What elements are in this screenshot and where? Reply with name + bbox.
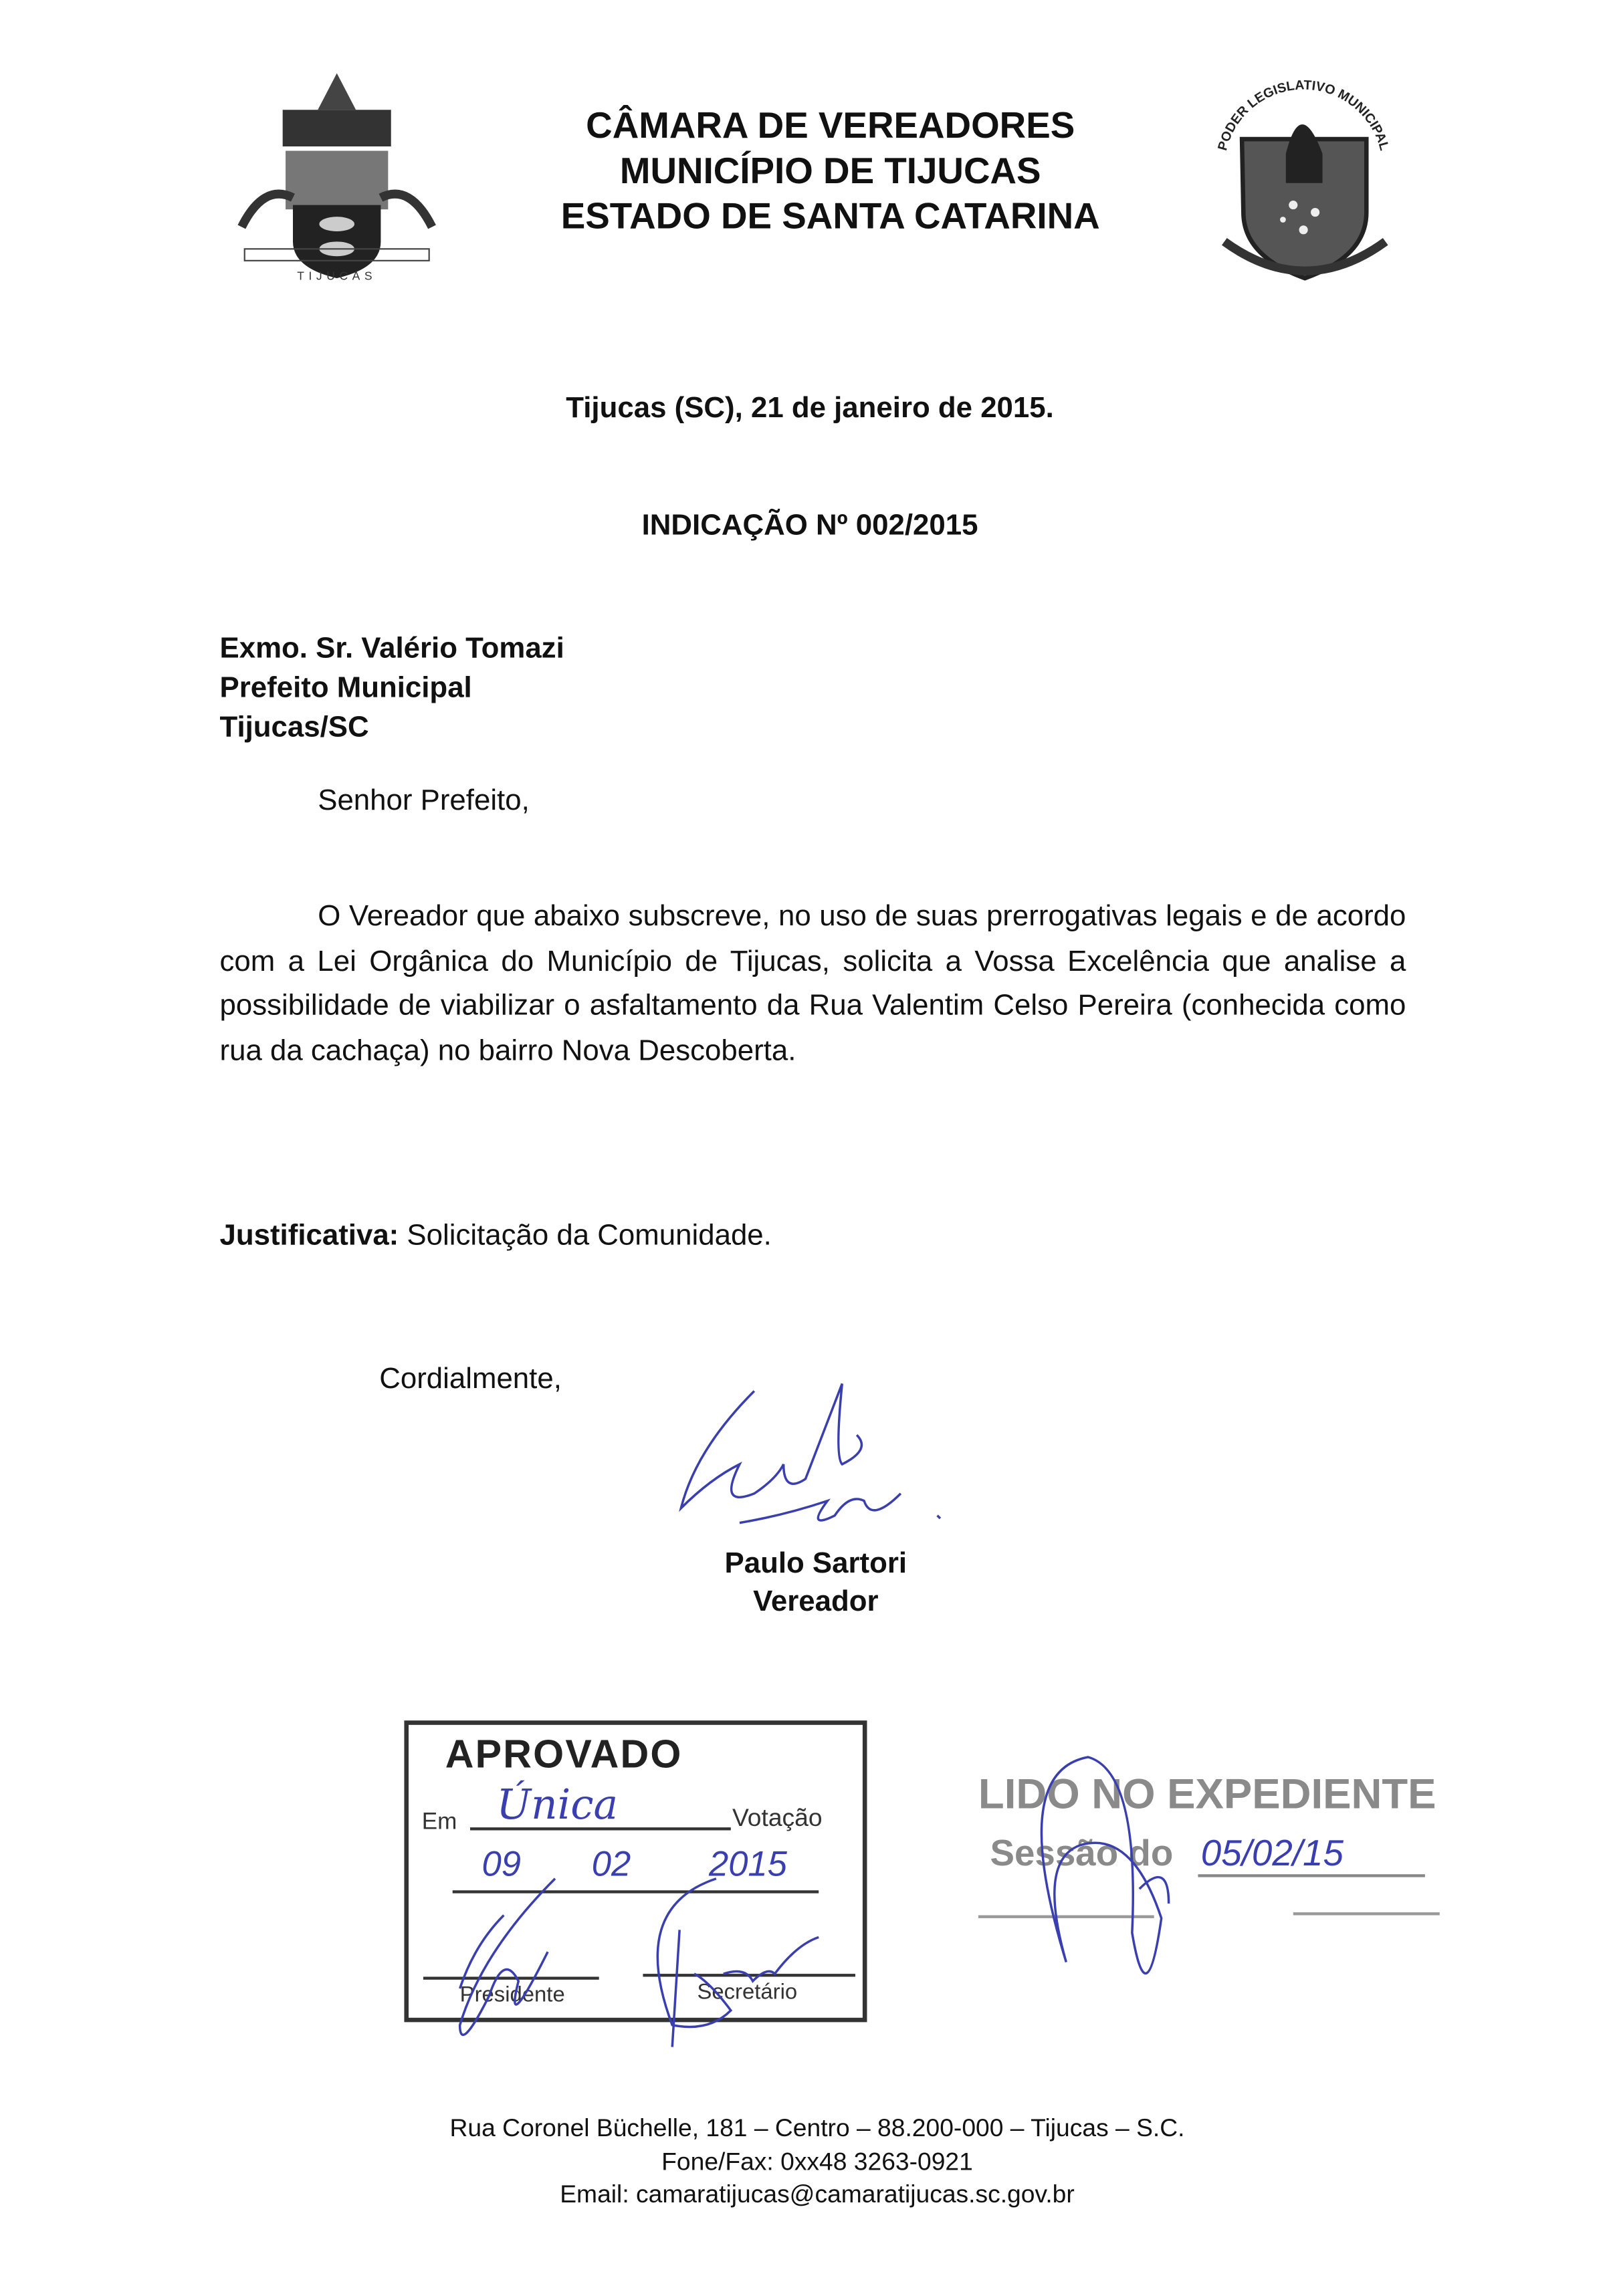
- presidente-label: Presidente: [459, 1982, 565, 2008]
- session-label: Sessão do: [990, 1833, 1174, 1875]
- approval-month: 02: [591, 1845, 631, 1885]
- addressee-name: Exmo. Sr. Valério Tomazi: [219, 633, 564, 665]
- body-paragraph: O Vereador que abaixo subscreve, no uso de suas prerrogativas legais e de acordo com a Lei Orgânica do Município de Tijucas, solicita a Vossa Excelência que analise a possibilidade de viabilizar o asfaltamento da Rua Valentim Celso Pereira (conhecida como rua da cachaça) no bairro Nova Descoberta.: [219, 900, 1406, 1067]
- header-line-1: CÂMARA DE VEREADORES: [586, 105, 1075, 146]
- read-stamp-signature: [978, 1713, 1271, 2006]
- municipal-crest-logo: [227, 66, 447, 286]
- approved-stamp: [404, 1720, 867, 2022]
- approval-year: 2015: [708, 1845, 787, 1885]
- vereador-signature: [666, 1377, 959, 1545]
- signer-name: Paulo Sartori: [724, 1547, 907, 1581]
- seal-arc-text: PODER LEGISLATIVO MUNICIPAL: [1215, 78, 1392, 152]
- justification-text: Solicitação da Comunidade.: [399, 1220, 772, 1252]
- legislative-seal-logo: [1212, 59, 1396, 285]
- justification: [220, 1220, 772, 1253]
- signer-role: Vereador: [753, 1585, 879, 1618]
- approval-signatures: [409, 1842, 863, 2047]
- header-line-3: ESTADO DE SANTA CATARINA: [560, 196, 1100, 237]
- justification-label: Justificativa:: [219, 1220, 399, 1252]
- footer-address: Rua Coronel Büchelle, 181 – Centro – 88.200-000 – Tijucas – S.C.: [449, 2114, 1185, 2142]
- em-label: Em: [421, 1809, 457, 1835]
- read-stamp-title: LIDO NO EXPEDIENTE: [978, 1771, 1436, 1819]
- addressee-title: Prefeito Municipal: [219, 672, 472, 705]
- footer-contact: [293, 2113, 1341, 2212]
- em-value-handwritten: Única: [496, 1781, 619, 1829]
- date-line: Tijucas (SC), 21 de janeiro de 2015.: [566, 392, 1054, 425]
- approved-stamp-title: APROVADO: [445, 1732, 683, 1776]
- salutation: Senhor Prefeito,: [318, 784, 530, 818]
- footer-phone: Fone/Fax: 0xx48 3263-0921: [661, 2147, 973, 2176]
- footer-email: Email: camaratijucas@camaratijucas.sc.gov.br: [560, 2180, 1075, 2208]
- crest-label: TIJUCAS: [297, 269, 377, 283]
- addressee-city: Tijucas/SC: [219, 711, 369, 744]
- approval-day: 09: [481, 1845, 521, 1885]
- signer-block: [669, 1544, 962, 1621]
- document-title: INDICAÇÃO Nº 002/2015: [641, 509, 978, 542]
- closing: Cordialmente,: [379, 1363, 562, 1396]
- secretario-label: Secretário: [697, 1979, 798, 2005]
- addressee-block: [220, 630, 564, 748]
- votacao-label: Votação: [732, 1804, 823, 1832]
- header-line-2: MUNICÍPIO DE TIJUCAS: [619, 150, 1041, 192]
- read-in-session-stamp: [978, 1757, 1447, 1933]
- session-date-handwritten: 05/02/15: [1200, 1833, 1344, 1875]
- institution-header: [439, 104, 1221, 240]
